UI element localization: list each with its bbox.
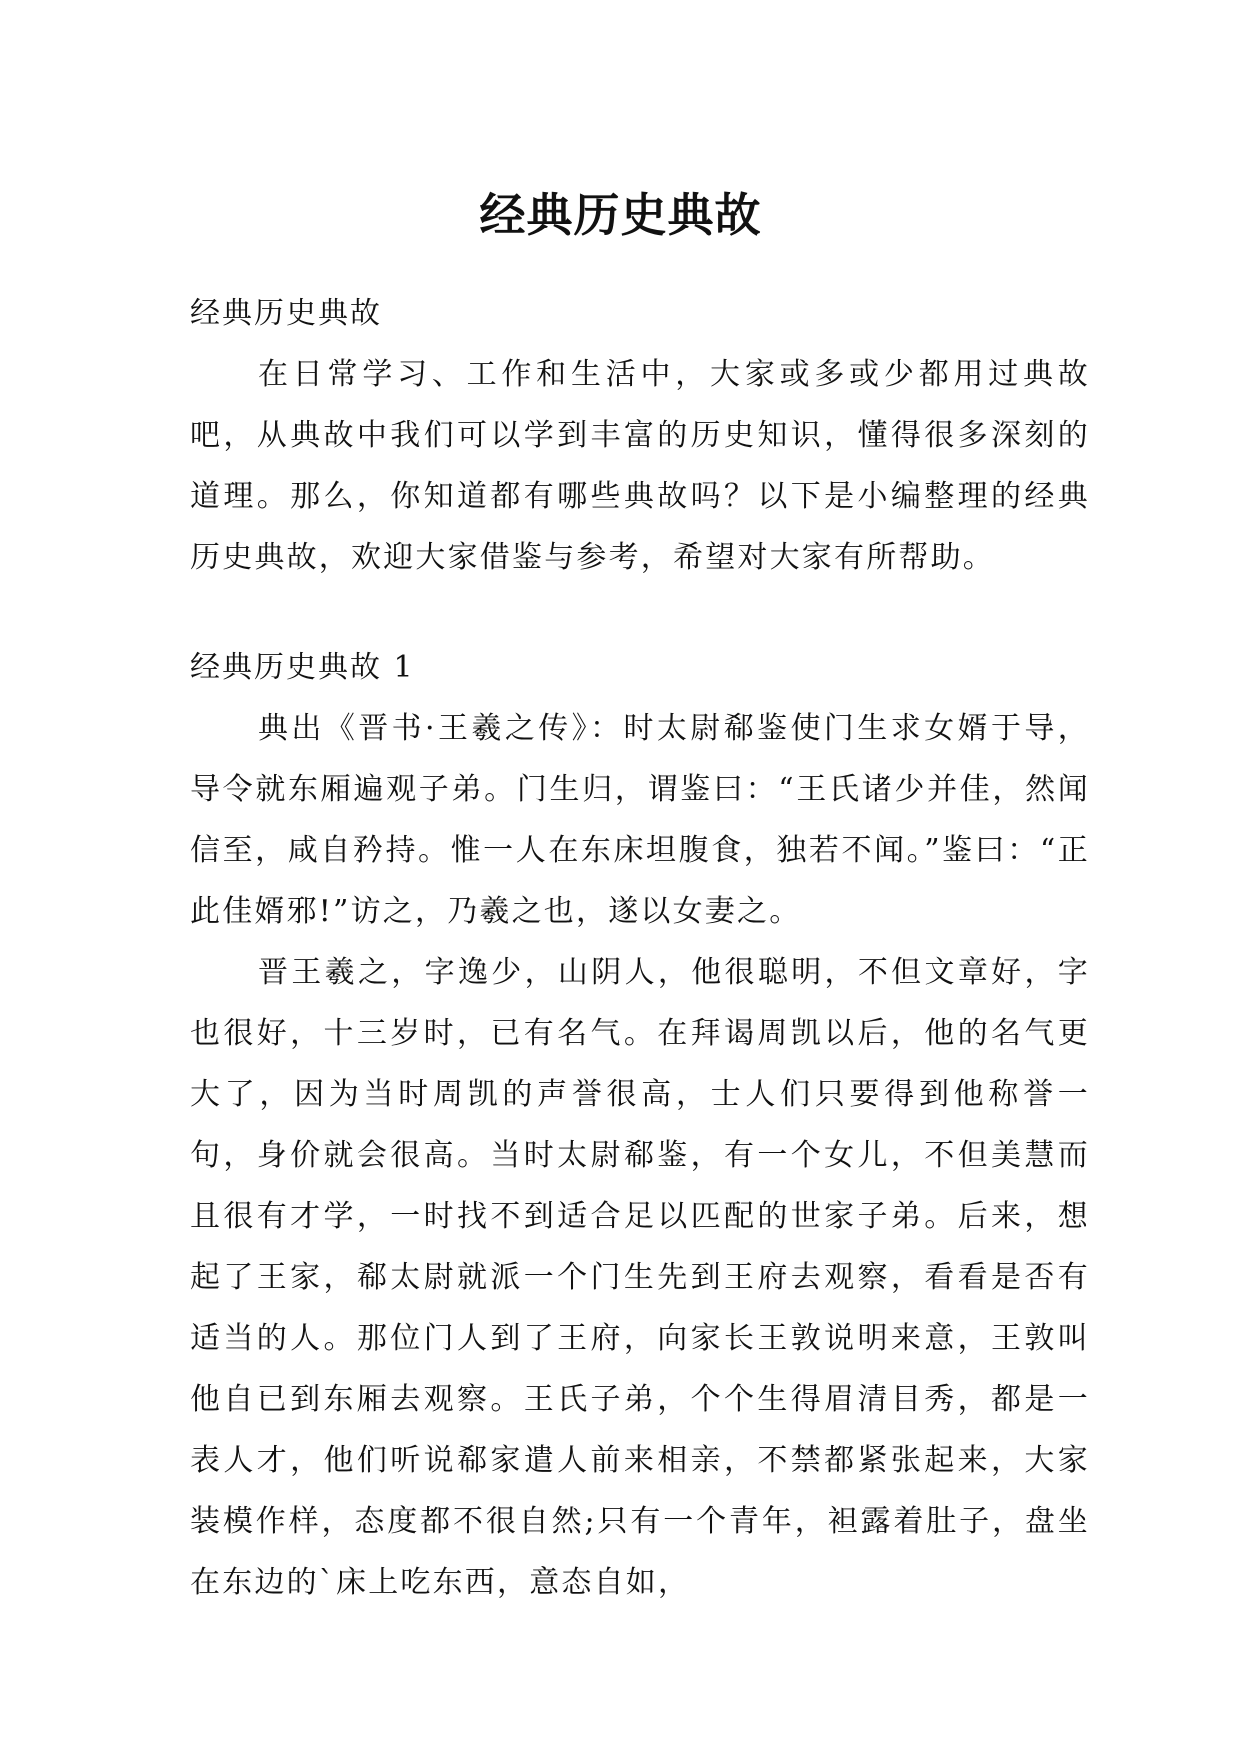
section-1-heading: 经典历史典故 1	[190, 650, 415, 685]
section-1-paragraph-1: 典出《晋书·王羲之传》：时太尉郗鉴使门生求女婿于导，导令就东厢遍观子弟。门生归，谓鉴曰：“王氏诸少并佳，然闻信至，咸自矜持。惟一人在东床坦腹食，独若不闻。”鉴曰：“正此佳婿邪!”访之，乃羲之也，遂以女妻之。	[190, 711, 1090, 929]
intro-paragraph: 在日常学习、工作和生活中，大家或多或少都用过典故吧，从典故中我们可以学到丰富的历史知识，懂得很多深刻的道理。那么，你知道都有哪些典故吗？以下是小编整理的经典历史典故，欢迎大家借鉴与参考，希望对大家有所帮助。	[190, 357, 1090, 575]
document-title: 经典历史典故	[479, 187, 762, 242]
section-spacer	[190, 588, 1090, 638]
section-1-paragraph-2: 晋王羲之，字逸少，山阴人，他很聪明，不但文章好，字也很好，十三岁时，已有名气。在拜谒周凯以后，他的名气更大了，因为当时周凯的声誉很高，士人们只要得到他称誉一句，身价就会很高。当时太尉郗鉴，有一个女儿，不但美慧而且很有才学，一时找不到适合足以匹配的世家子弟。后来，想起了王家，郗太尉就派一个门生先到王府去观察，看看是否有适当的人。那位门人到了王府，向家长王敦说明来意，王敦叫他自已到东厢去观察。王氏子弟，个个生得眉清目秀，都是一表人才，他们听说郗家遣人前来相亲，不禁都紧张起来，大家装模作样，态度都不很自然;只有一个青年，袒露着肚子，盘坐在东边的`床上吃东西，意态自如，	[190, 955, 1090, 1600]
document-body	[190, 284, 1090, 1613]
intro-heading: 经典历史典故	[190, 296, 382, 331]
